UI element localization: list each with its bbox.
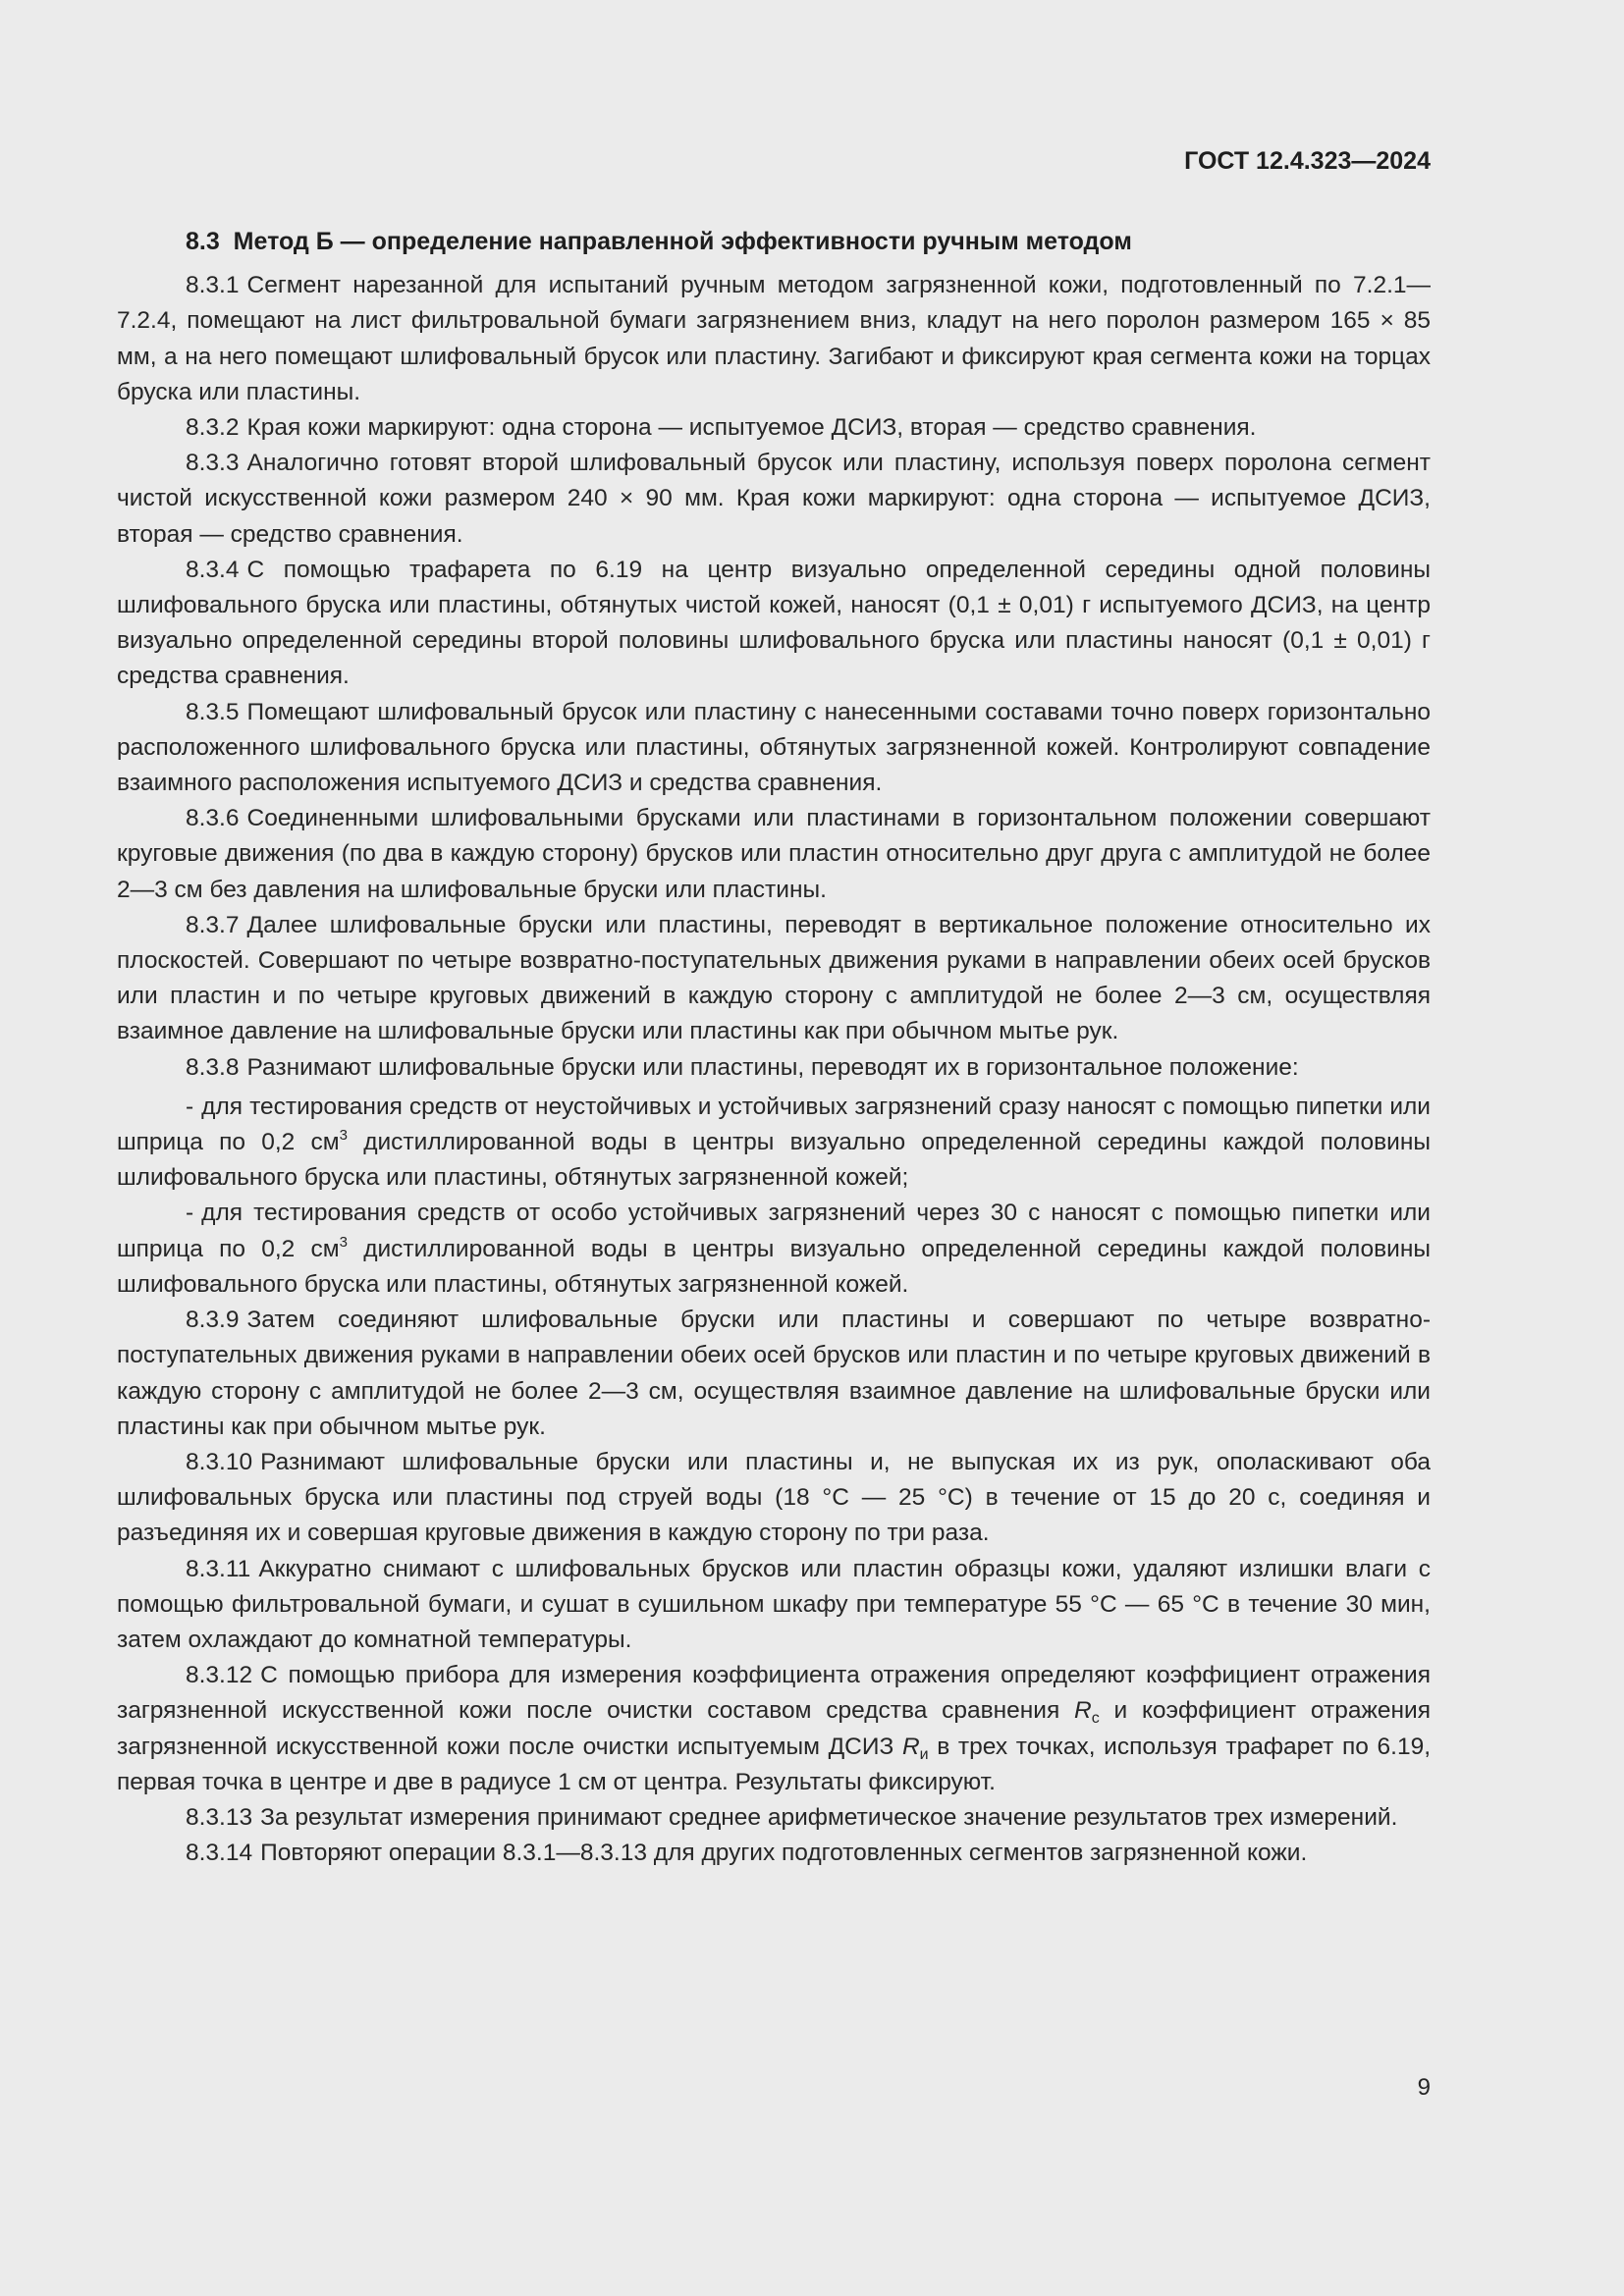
paragraph-8-3-13 [117, 1800, 1431, 1836]
paragraph-8-3-5 [117, 695, 1431, 802]
document-body [117, 224, 1431, 1871]
paragraph-number: 8.3.11 [186, 1555, 251, 1582]
paragraph-text: Аналогично готовят второй шлифовальный брусок или пластину, используя поверх поролона сегмент чистой искусственной кожи размером 240 × 90 мм. Края кожи маркируют: одна сторона — испытуемое ДСИЗ, вторая — средство сравнения. [117, 450, 1431, 548]
list-item-text: для тестирования средств от неустойчивых и устойчивых загрязнений сразу наносят с помощью пипетки или шприца по 0,2 см [117, 1093, 1431, 1156]
paragraph-text-continued: и коэффициент отражения загрязненной искусственной кожи после очистки испытуемым ДСИЗ [117, 1697, 1431, 1760]
list-item-text: для тестирования средств от особо устойчивых загрязнений через 30 с наносят с помощью пипетки или шприца по 0,2 см [117, 1200, 1431, 1262]
paragraph-8-3-3 [117, 446, 1431, 553]
paragraph-8-3-6 [117, 801, 1431, 908]
paragraph-text-end: в трех точках, используя трафарет по 6.19, первая точка в центре и две в радиусе 1 см от центра. Результаты фиксируют. [117, 1733, 1431, 1795]
section-heading [117, 224, 1431, 259]
paragraph-text: Разнимают шлифовальные бруски или пластины, переводят их в горизонтальное положение: [246, 1053, 1299, 1081]
section-title-text: Метод Б — определение направленной эффективности ручным методом [233, 228, 1132, 255]
subscript: с [1091, 1710, 1100, 1728]
paragraph-8-3-2 [117, 410, 1431, 446]
reflectance-symbol: R [1074, 1697, 1092, 1725]
superscript: 3 [339, 1233, 348, 1251]
paragraph-text: Повторяют операции 8.3.1—8.3.13 для других подготовленных сегментов загрязненной кожи. [260, 1840, 1308, 1867]
list-dash: - [186, 1200, 194, 1227]
paragraph-number: 8.3.13 [186, 1803, 253, 1831]
paragraph-number: 8.3.5 [186, 698, 240, 725]
paragraph-text: С помощью трафарета по 6.19 на центр визуально определенной середины одной половины шлифовального бруска или пластины, обтянутых чистой кожей, наносят (0,1 ± 0,01) г испытуемого ДСИЗ, на центр визуально определенной середины второй половины шлифовального бруска или пластины наносят (0,1 ± 0,01) г средства сравнения. [117, 556, 1431, 690]
paragraph-text: С помощью прибора для измерения коэффициента отражения определяют коэффициент отражения загрязненной искусственной кожи после очистки составом средства сравнения [117, 1662, 1431, 1725]
paragraph-8-3-8 [117, 1050, 1431, 1086]
paragraph-number: 8.3.9 [186, 1307, 240, 1334]
list-item-text-continued: дистиллированной воды в центры визуально определенной середины каждой половины шлифовального бруска или пластины, обтянутых загрязненной кожей. [117, 1235, 1431, 1298]
list-item-text-continued: дистиллированной воды в центры визуально определенной середины каждой половины шлифовального бруска или пластины, обтянутых загрязненной кожей; [117, 1129, 1431, 1192]
paragraph-text: Помещают шлифовальный брусок или пластину с нанесенными составами точно поверх горизонтально расположенного шлифовального бруска или пластины, обтянутых загрязненной кожей. Контролируют совпадение взаимного расположения испытуемого ДСИЗ и средства сравнения. [117, 698, 1431, 797]
paragraph-text: Соединенными шлифовальными брусками или пластинами в горизонтальном положении совершают круговые движения (по два в каждую сторону) брусков или пластин относительно друг друга с амплитудой не более 2—3 см без давления на шлифовальные бруски или пластины. [117, 805, 1431, 903]
paragraph-text: Далее шлифовальные бруски или пластины, переводят в вертикальное положение относительно их плоскостей. Совершают по четыре возвратно-поступательных движения руками в направлении обеих осей брусков или пластин и по четыре круговых движений в каждую сторону с амплитудой не более 2—3 см, осуществляя взаимное давление на шлифовальные бруски или пластины как при обычном мытье рук. [117, 911, 1431, 1045]
paragraph-number: 8.3.10 [186, 1448, 253, 1475]
paragraph-text: Затем соединяют шлифовальные бруски или пластины и совершают по четыре возвратно-поступательных движения руками в направлении обеих осей брусков или пластин и по четыре круговых движений в каждую сторону с амплитудой не более 2—3 см, осуществляя взаимное давление на шлифовальные бруски или пластины как при обычном мытье рук. [117, 1307, 1431, 1440]
paragraph-number: 8.3.6 [186, 805, 240, 832]
list-item [117, 1196, 1431, 1303]
paragraph-8-3-4 [117, 553, 1431, 695]
paragraph-number: 8.3.1 [186, 272, 240, 299]
document-code-header: ГОСТ 12.4.323—2024 [1184, 147, 1431, 175]
paragraph-number: 8.3.12 [186, 1662, 253, 1689]
list-item [117, 1090, 1431, 1197]
paragraph-8-3-7 [117, 908, 1431, 1050]
paragraph-8-3-1 [117, 268, 1431, 410]
paragraph-8-3-10 [117, 1445, 1431, 1552]
paragraph-text: Края кожи маркируют: одна сторона — испытуемое ДСИЗ, вторая — средство сравнения. [246, 414, 1257, 442]
paragraph-8-3-9 [117, 1303, 1431, 1445]
paragraph-8-3-11 [117, 1552, 1431, 1659]
subscript: и [919, 1745, 929, 1763]
paragraph-number: 8.3.4 [186, 556, 240, 583]
paragraph-text: Разнимают шлифовальные бруски или пластины и, не выпуская их из рук, ополаскивают оба шлифовальных бруска или пластины под струей воды (18 °C — 25 °C) в течение от 15 до 20 с, соединяя и разъединяя их и совершая круговые движения в каждую сторону по три раза. [117, 1448, 1431, 1547]
paragraph-text: Сегмент нарезанной для испытаний ручным методом загрязненной кожи, подготовленный по 7.2.1—7.2.4, помещают на лист фильтровальной бумаги загрязнением вниз, кладут на него поролон размером 165 × 85 мм, а на него помещают шлифовальный брусок или пластину. Загибают и фиксируют края сегмента кожи на торцах бруска или пластины. [117, 272, 1431, 405]
paragraph-number: 8.3.14 [186, 1840, 253, 1867]
paragraph-text: За результат измерения принимают среднее арифметическое значение результатов трех измерений. [260, 1803, 1398, 1831]
reflectance-symbol: R [901, 1733, 920, 1760]
paragraph-number: 8.3.3 [186, 450, 240, 477]
paragraph-number: 8.3.8 [186, 1053, 240, 1081]
page-number: 9 [1417, 2074, 1431, 2101]
paragraph-number: 8.3.2 [186, 414, 240, 442]
paragraph-8-3-14 [117, 1836, 1431, 1871]
paragraph-text: Аккуратно снимают с шлифовальных брусков или пластин образцы кожи, удаляют излишки влаги с помощью фильтровальной бумаги, и сушат в сушильном шкафу при температуре 55 °C — 65 °C в течение 30 мин, затем охлаждают до комнатной температуры. [117, 1555, 1431, 1653]
list-dash: - [186, 1093, 194, 1120]
section-number: 8.3 [186, 228, 220, 255]
superscript: 3 [339, 1127, 348, 1145]
paragraph-8-3-12 [117, 1658, 1431, 1800]
paragraph-number: 8.3.7 [186, 911, 240, 938]
